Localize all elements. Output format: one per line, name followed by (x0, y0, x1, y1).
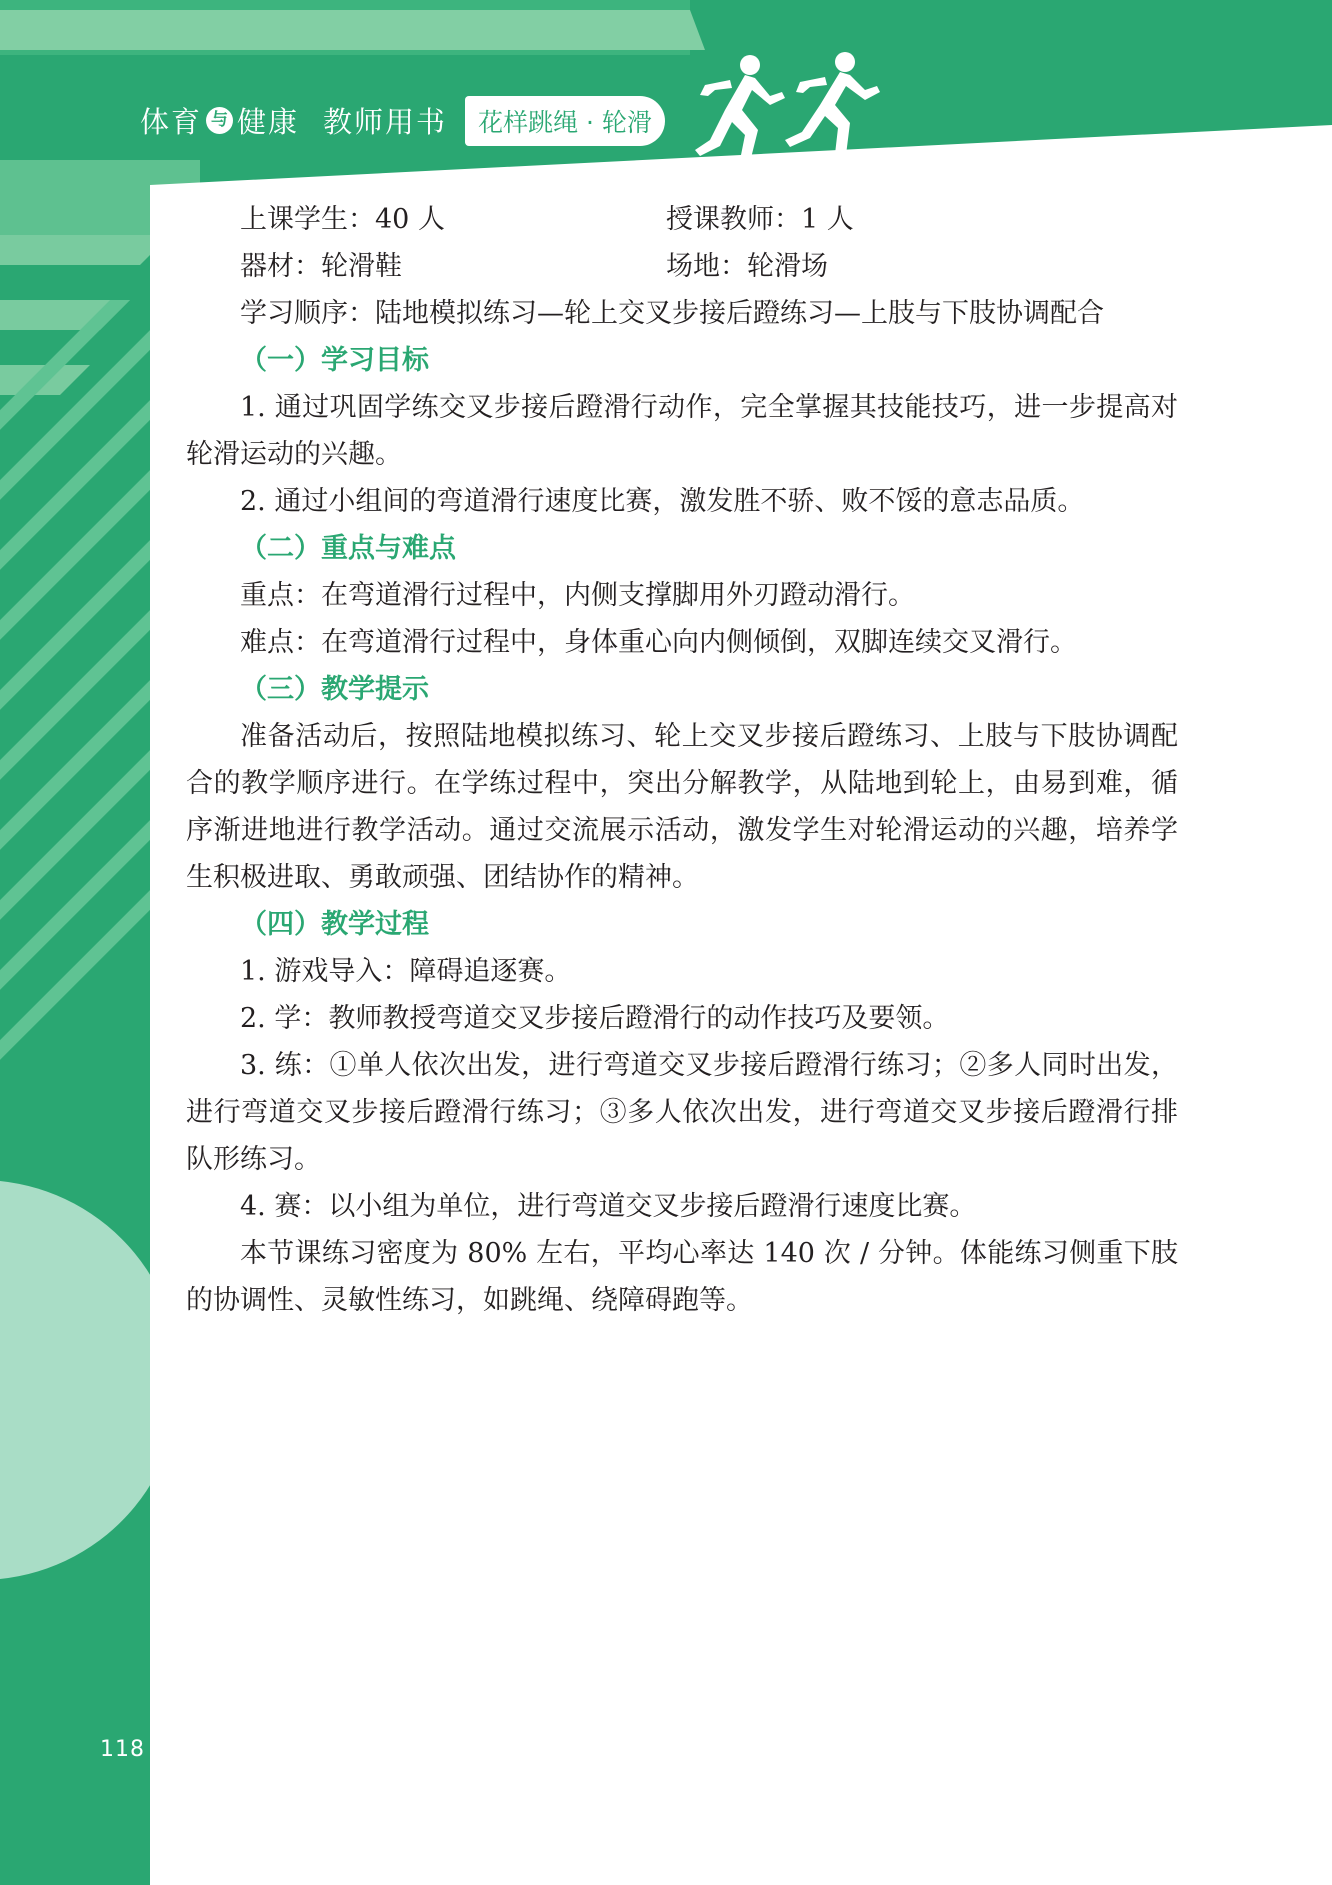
lesson-content (186, 196, 1178, 1324)
page-number: 118 (100, 1737, 145, 1762)
section-heading-key-points: （二）重点与难点 (240, 533, 456, 564)
book-title-part1: 体育 (140, 105, 203, 139)
goal-item: 1. 通过巩固学练交叉步接后蹬滑行动作，完全掌握其技能技巧，进一步提高对轮滑运动的兴趣。 (186, 392, 1178, 470)
process-item: 4. 赛：以小组为单位，进行弯道交叉步接后蹬滑行速度比赛。 (240, 1191, 977, 1222)
info-row-people (186, 196, 1178, 243)
process-item: 3. 练：①单人依次出发，进行弯道交叉步接后蹬滑行练习；②多人同时出发，进行弯道交叉步接后蹬滑行练习；③多人依次出发，进行弯道交叉步接后蹬滑行排队形练习。 (186, 1050, 1178, 1175)
section-heading-goals: （一）学习目标 (240, 345, 429, 376)
subject-tag-label: 花样跳绳 · 轮滑 (478, 108, 652, 137)
book-title-connector: 与 (206, 107, 233, 134)
equipment-info: 器材：轮滑鞋 (240, 251, 402, 282)
teachers-info: 授课教师：1 人 (666, 204, 854, 235)
subject-tag (465, 96, 665, 146)
running-athlete-icon (670, 50, 890, 165)
section-heading-tips: （三）教学提示 (240, 674, 429, 705)
goal-item: 2. 通过小组间的弯道滑行速度比赛，激发胜不骄、败不馁的意志品质。 (240, 486, 1085, 517)
process-summary: 本节课练习密度为 80% 左右，平均心率达 140 次 / 分钟。体能练习侧重下肢的协调性、灵敏性练习，如跳绳、绕障碍跑等。 (186, 1238, 1178, 1316)
key-point-item: 重点：在弯道滑行过程中，内侧支撑脚用外刃蹬动滑行。 (240, 580, 915, 611)
section-heading-process: （四）教学过程 (240, 909, 429, 940)
students-info: 上课学生：40 人 (240, 204, 445, 235)
difficulty-item: 难点：在弯道滑行过程中，身体重心向内侧倾倒，双脚连续交叉滑行。 (240, 627, 1077, 658)
process-item: 1. 游戏导入：障碍追逐赛。 (240, 956, 572, 987)
book-type: 教师用书 (323, 105, 448, 139)
venue-info: 场地：轮滑场 (666, 251, 828, 282)
tips-paragraph: 准备活动后，按照陆地模拟练习、轮上交叉步接后蹬练习、上肢与下肢协调配合的教学顺序进行。在学练过程中，突出分解教学，从陆地到轮上，由易到难，循序渐进地进行教学活动。通过交流展示活动，激发学生对轮滑运动的兴趣，培养学生积极进取、勇敢顽强、团结协作的精神。 (186, 721, 1178, 893)
process-item: 2. 学：教师教授弯道交叉步接后蹬滑行的动作技巧及要领。 (240, 1003, 950, 1034)
learning-sequence: 学习顺序：陆地模拟练习—轮上交叉步接后蹬练习—上肢与下肢协调配合 (240, 298, 1104, 329)
info-row-place (186, 243, 1178, 290)
book-title (140, 100, 447, 141)
book-title-part2: 健康 (237, 105, 300, 139)
